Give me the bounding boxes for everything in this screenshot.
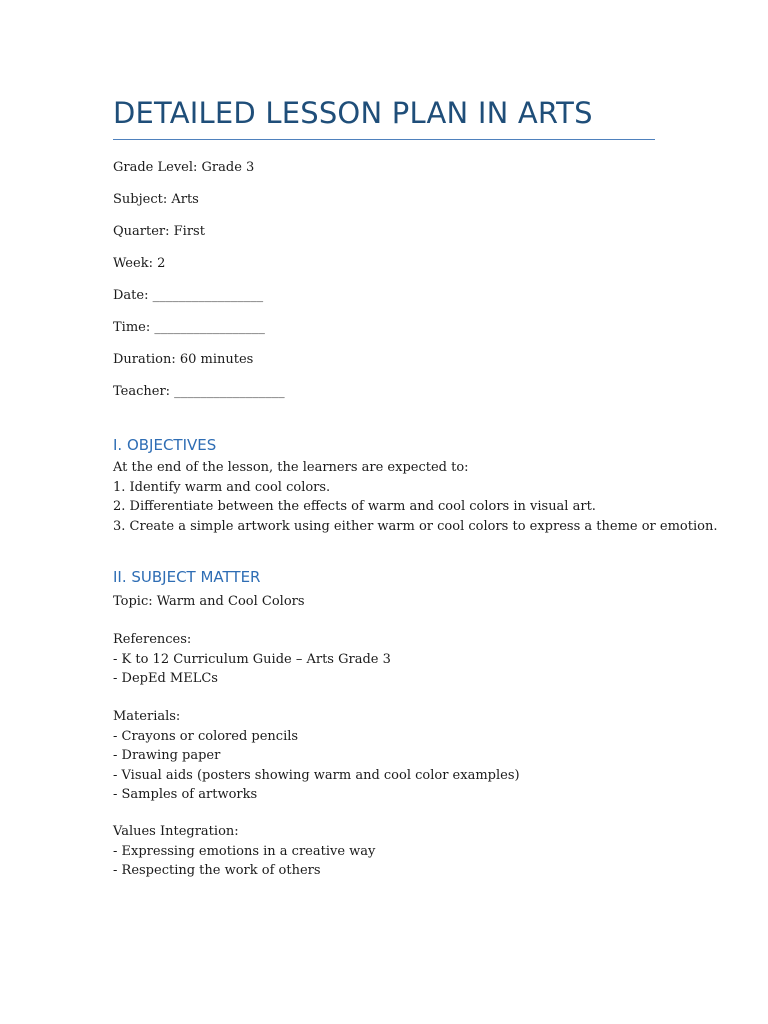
- values-block: [113, 822, 375, 881]
- date-line: Date: _________________: [113, 288, 264, 303]
- objectives-block: [113, 458, 717, 536]
- value-item: - Expressing emotions in a creative way: [113, 843, 376, 859]
- title-underline: [113, 139, 655, 140]
- week-line: Week: 2: [113, 256, 166, 271]
- grade-level-line: Grade Level: Grade 3: [113, 160, 255, 175]
- quarter-line: Quarter: First: [113, 224, 205, 239]
- objectives-intro: At the end of the lesson, the learners are expected to:: [113, 460, 469, 475]
- references-label: References:: [113, 632, 192, 647]
- material-item: - Crayons or colored pencils: [113, 728, 299, 744]
- duration-line: Duration: 60 minutes: [113, 352, 254, 367]
- topic-line: Topic: Warm and Cool Colors: [113, 594, 305, 609]
- reference-item: - DepEd MELCs: [113, 671, 218, 686]
- objective-item: 2. Differentiate between the effects of warm and cool colors in visual art.: [113, 499, 596, 514]
- teacher-line: Teacher: _________________: [113, 384, 285, 399]
- value-item: - Respecting the work of others: [113, 863, 321, 878]
- materials-label: Materials:: [113, 709, 181, 724]
- references-block: [113, 630, 391, 689]
- values-label: Values Integration:: [113, 824, 239, 839]
- materials-block: [113, 707, 520, 805]
- objectives-heading: I. OBJECTIVES: [113, 436, 217, 454]
- subject-line: Subject: Arts: [113, 192, 199, 207]
- subject-matter-heading: II. SUBJECT MATTER: [113, 568, 261, 586]
- document-title: DETAILED LESSON PLAN IN ARTS: [113, 96, 593, 130]
- reference-item: - K to 12 Curriculum Guide – Arts Grade 3: [113, 651, 391, 667]
- objective-item: 1. Identify warm and cool colors.: [113, 479, 331, 495]
- material-item: - Visual aids (posters showing warm and cool color examples): [113, 767, 520, 783]
- time-line: Time: _________________: [113, 320, 265, 335]
- material-item: - Samples of artworks: [113, 787, 258, 802]
- objective-item: 3. Create a simple artwork using either warm or cool colors to express a theme or emotion.: [113, 518, 718, 534]
- material-item: - Drawing paper: [113, 748, 221, 763]
